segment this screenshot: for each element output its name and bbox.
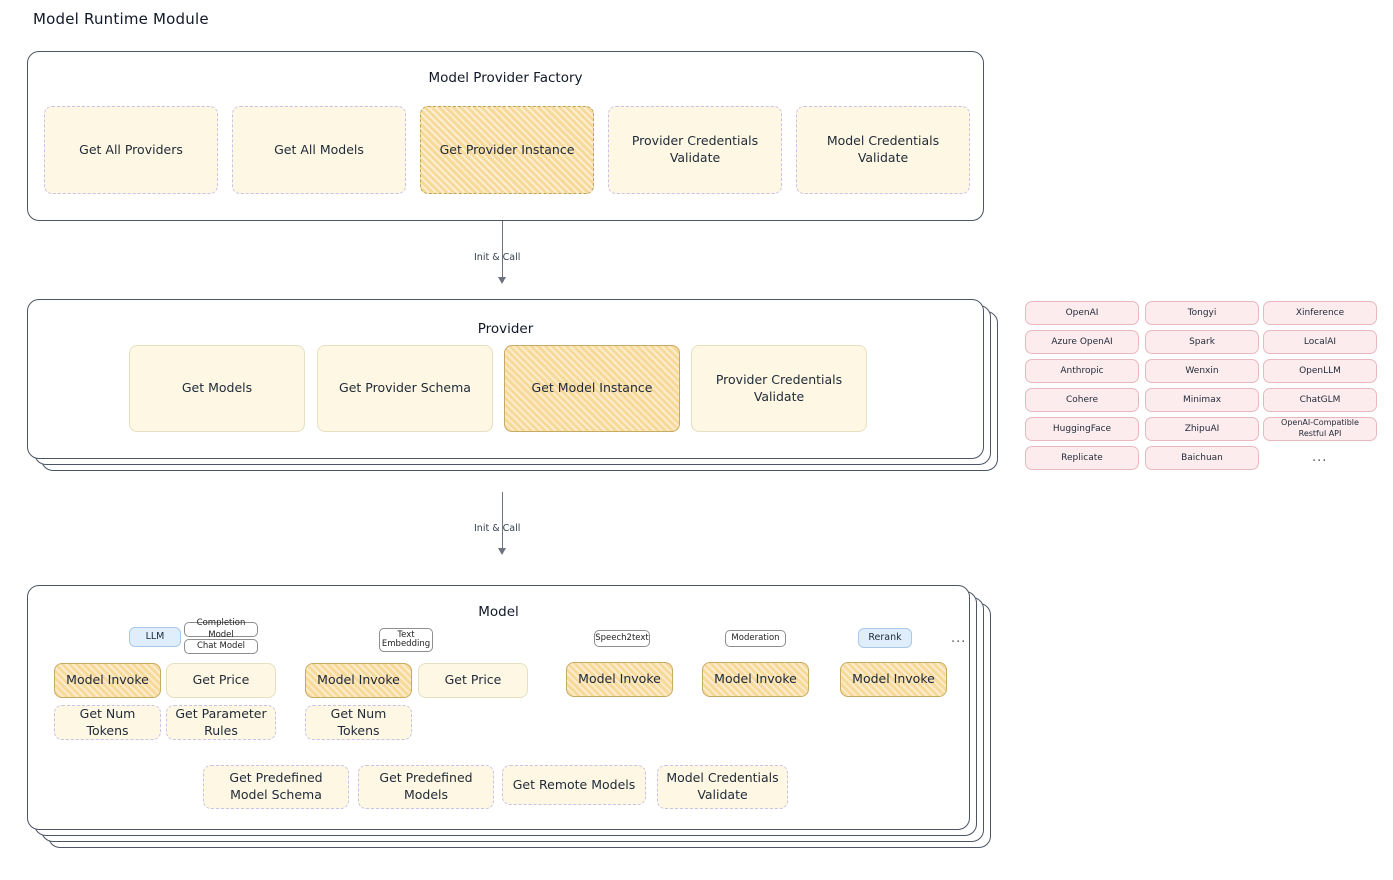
model-type-moderation[interactable]: Moderation: [725, 630, 786, 647]
model-types-more: ...: [951, 631, 967, 646]
provider-chip-localai[interactable]: LocalAI: [1263, 330, 1377, 354]
edge-provider-model-line: [502, 492, 503, 549]
edge-provider-model-label: Init & Call: [474, 523, 521, 534]
model-op-get-predefined-model-schema[interactable]: Get Predefined Model Schema: [203, 765, 349, 809]
provider-chip-replicate[interactable]: Replicate: [1025, 446, 1139, 470]
provider-chip-cohere[interactable]: Cohere: [1025, 388, 1139, 412]
model-title: Model: [478, 604, 519, 620]
model-op-get-remote-models[interactable]: Get Remote Models: [502, 765, 646, 805]
model-provider-factory-title: Model Provider Factory: [428, 70, 583, 86]
provider-chip-huggingface[interactable]: HuggingFace: [1025, 417, 1139, 441]
provider-chip-xinference[interactable]: Xinference: [1263, 301, 1377, 325]
factory-node-get-all-providers[interactable]: Get All Providers: [44, 106, 218, 194]
model-type-llm[interactable]: LLM: [129, 627, 181, 647]
provider-chip-anthropic[interactable]: Anthropic: [1025, 359, 1139, 383]
model-type-speech2text[interactable]: Speech2text: [594, 630, 650, 647]
factory-node-provider-credentials-validate[interactable]: Provider Credentials Validate: [608, 106, 782, 194]
provider-chip-zhipuai[interactable]: ZhipuAI: [1145, 417, 1259, 441]
provider-chip-wenxin[interactable]: Wenxin: [1145, 359, 1259, 383]
provider-chip-openai-compatible-restful-api[interactable]: OpenAI-Compatible Restful API: [1263, 417, 1377, 441]
model-op-llm-get-num-tokens[interactable]: Get Num Tokens: [54, 705, 161, 740]
model-op-embedding-model-invoke[interactable]: Model Invoke: [305, 663, 412, 698]
factory-node-get-provider-instance[interactable]: Get Provider Instance: [420, 106, 594, 194]
model-op-moderation-model-invoke[interactable]: Model Invoke: [702, 662, 809, 697]
model-op-model-credentials-validate[interactable]: Model Credentials Validate: [657, 765, 788, 809]
provider-chip-chatglm[interactable]: ChatGLM: [1263, 388, 1377, 412]
model-type-rerank[interactable]: Rerank: [858, 628, 912, 648]
page-title: Model Runtime Module: [33, 10, 209, 28]
provider-chip-openai[interactable]: OpenAI: [1025, 301, 1139, 325]
factory-node-get-all-models[interactable]: Get All Models: [232, 106, 406, 194]
edge-factory-provider-arrow: [498, 277, 506, 284]
model-op-llm-get-parameter-rules[interactable]: Get Parameter Rules: [166, 705, 276, 740]
provider-chip-minimax[interactable]: Minimax: [1145, 388, 1259, 412]
model-op-rerank-model-invoke[interactable]: Model Invoke: [840, 662, 947, 697]
provider-node-provider-credentials-validate[interactable]: Provider Credentials Validate: [691, 345, 867, 432]
model-op-llm-get-price[interactable]: Get Price: [166, 663, 276, 698]
model-op-embedding-get-num-tokens[interactable]: Get Num Tokens: [305, 705, 412, 740]
provider-node-get-models[interactable]: Get Models: [129, 345, 305, 432]
provider-chip-tongyi[interactable]: Tongyi: [1145, 301, 1259, 325]
provider-node-get-provider-schema[interactable]: Get Provider Schema: [317, 345, 493, 432]
provider-chip-azure-openai[interactable]: Azure OpenAI: [1025, 330, 1139, 354]
factory-node-model-credentials-validate[interactable]: Model Credentials Validate: [796, 106, 970, 194]
model-type-text-embedding[interactable]: Text Embedding: [379, 628, 433, 652]
provider-title: Provider: [477, 321, 534, 337]
model-op-llm-model-invoke[interactable]: Model Invoke: [54, 663, 161, 698]
model-type-completion-model[interactable]: Completion Model: [184, 622, 258, 637]
provider-chip-spark[interactable]: Spark: [1145, 330, 1259, 354]
model-type-chat-model[interactable]: Chat Model: [184, 639, 258, 654]
edge-factory-provider-line: [502, 221, 503, 278]
provider-list-more: ...: [1312, 450, 1328, 465]
provider-node-get-model-instance[interactable]: Get Model Instance: [504, 345, 680, 432]
provider-chip-openllm[interactable]: OpenLLM: [1263, 359, 1377, 383]
edge-factory-provider-label: Init & Call: [474, 252, 521, 263]
model-op-embedding-get-price[interactable]: Get Price: [418, 663, 528, 698]
model-op-speech2text-model-invoke[interactable]: Model Invoke: [566, 662, 673, 697]
edge-provider-model-arrow: [498, 548, 506, 555]
provider-chip-baichuan[interactable]: Baichuan: [1145, 446, 1259, 470]
model-op-get-predefined-models[interactable]: Get Predefined Models: [358, 765, 494, 809]
